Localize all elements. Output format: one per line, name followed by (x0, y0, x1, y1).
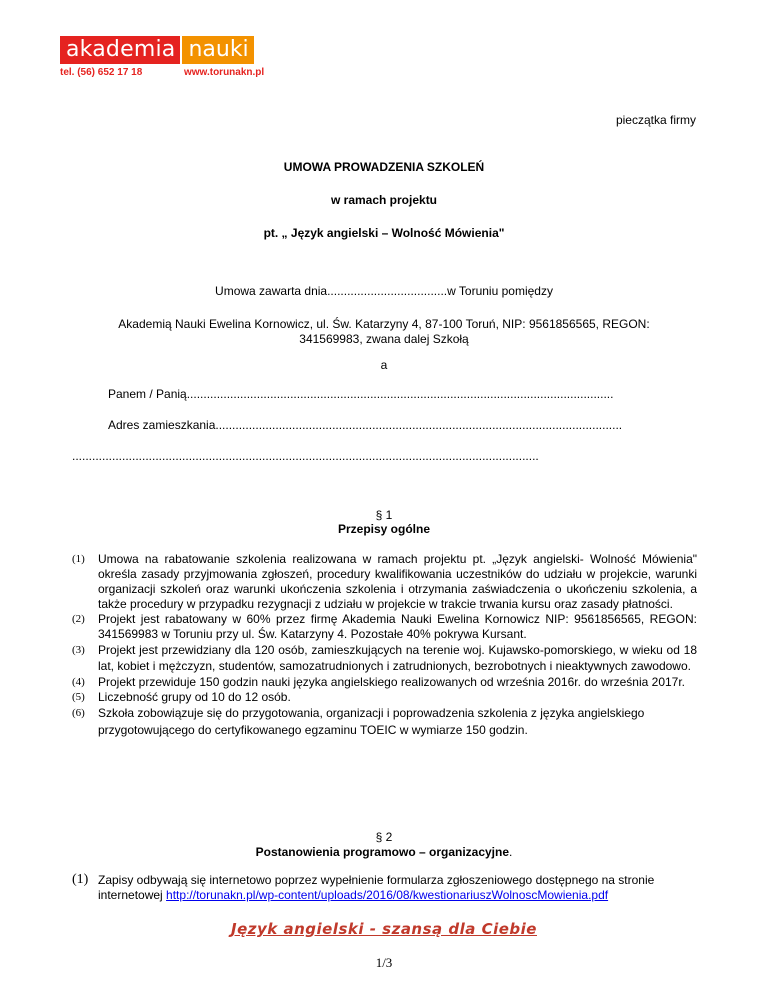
and-separator: a (380, 358, 388, 372)
section1-list (72, 552, 697, 739)
logo-phone: tel. (56) 652 17 18 (60, 67, 143, 78)
company-stamp-label: pieczątka firmy (615, 113, 696, 127)
section1-number: § 1 (375, 508, 393, 522)
section2-title: Postanowienia programowo – organizacyjne (255, 845, 510, 859)
document-title: UMOWA PROWADZENIA SZKOLEŃ (283, 160, 485, 174)
logo-website: www.torunakn.pl (184, 67, 265, 78)
section2-heading: Postanowienia programowo – organizacyjne. (255, 845, 513, 859)
list-item: (1) Umowa na rabatowanie szkolenia realizowana w ramach projektu pt. „Język angielski- Wolność Mówienia" określa zasady przyjmowania zgłoszeń, procedury kwalifikowania uczestników do udziału w projekcie, warunki organizacji szkoleń oraz warunki ukończenia szkolenia i otrzymania zaświadczenia o ukończeniu szkolenia, a także procedury w przypadku rezygnacji z udziału w projekcie w trakcie trwania kursu oraz zasady płatności. (72, 552, 697, 611)
list-item: (3) Projekt jest przewidziany dla 120 osób, zamieszkujących na terenie woj. Kujawsko-pomorskiego, w wieku od 18 lat, kobiet i mężczyzn, studentów, samozatrudnionych i zatrudnionych, bezrobotnych i nieaktywnych zawodowo. (72, 643, 697, 673)
footer-slogan: Język angielski - szansą dla Ciebie (230, 920, 537, 938)
list-item: (6) Szkoła zobowiązuje się do przygotowania, organizacji i poprowadzenia szkolenia z języka angielskiego przygotowującego do certyfikowanego egzaminu TOEIC w wymiarze 150 godzin. (72, 706, 645, 737)
section2-number: § 2 (375, 830, 393, 844)
section2-item1: (1) Zapisy odbywają się internetowo poprzez wypełnienie formularza zgłoszeniowego dostępnego na stronie internetowej http://torunakn.pl/wp-content/uploads/2016/08/kwestionariuszWolnoscMowienia.pdf (72, 872, 655, 902)
section1-title: Przepisy ogólne (337, 522, 431, 536)
party2-address-continuation: ............................................................................................................................................ (72, 449, 539, 463)
logo-akademia: akademia (60, 36, 180, 64)
party1-line1: Akademią Nauki Ewelina Kornowicz, ul. Św. Katarzyny 4, 87-100 Toruń, NIP: 9561856565, REGON: (118, 317, 650, 331)
logo (60, 36, 264, 78)
party2-address-field: Adres zamieszkania.......................................................................................................................... (108, 418, 623, 432)
list-item: (2) Projekt jest rabatowany w 60% przez firmę Akademia Nauki Ewelina Kornowicz NIP: 9561856565, REGON: 341569983 w Toruniu przy ul. Św. Katarzyny 4. Pozostałe 40% pokrywa Kursant. (72, 612, 697, 641)
questionnaire-link[interactable]: http://torunakn.pl/wp-content/uploads/2016/08/kwestionariuszWolnoscMowienia.pdf (166, 888, 609, 902)
list-item: (5) Liczebność grupy od 10 do 12 osób. (72, 690, 291, 704)
list-item: (4) Projekt przewiduje 150 godzin nauki języka angielskiego realizowanych od września 2016r. do września 2017r. (72, 675, 686, 689)
party1-line2: 341569983, zwana dalej Szkołą (299, 332, 469, 346)
page-number: 1/3 (375, 955, 393, 970)
subtitle-project: w ramach projektu (330, 193, 438, 207)
party2-name-field: Panem / Panią................................................................................................................................ (108, 387, 614, 401)
subtitle-project-name: pt. „ Język angielski – Wolność Mówienia" (263, 226, 505, 240)
contract-date-line: Umowa zawarta dnia....................................w Toruniu pomiędzy (215, 284, 553, 298)
logo-nauki: nauki (182, 36, 253, 64)
